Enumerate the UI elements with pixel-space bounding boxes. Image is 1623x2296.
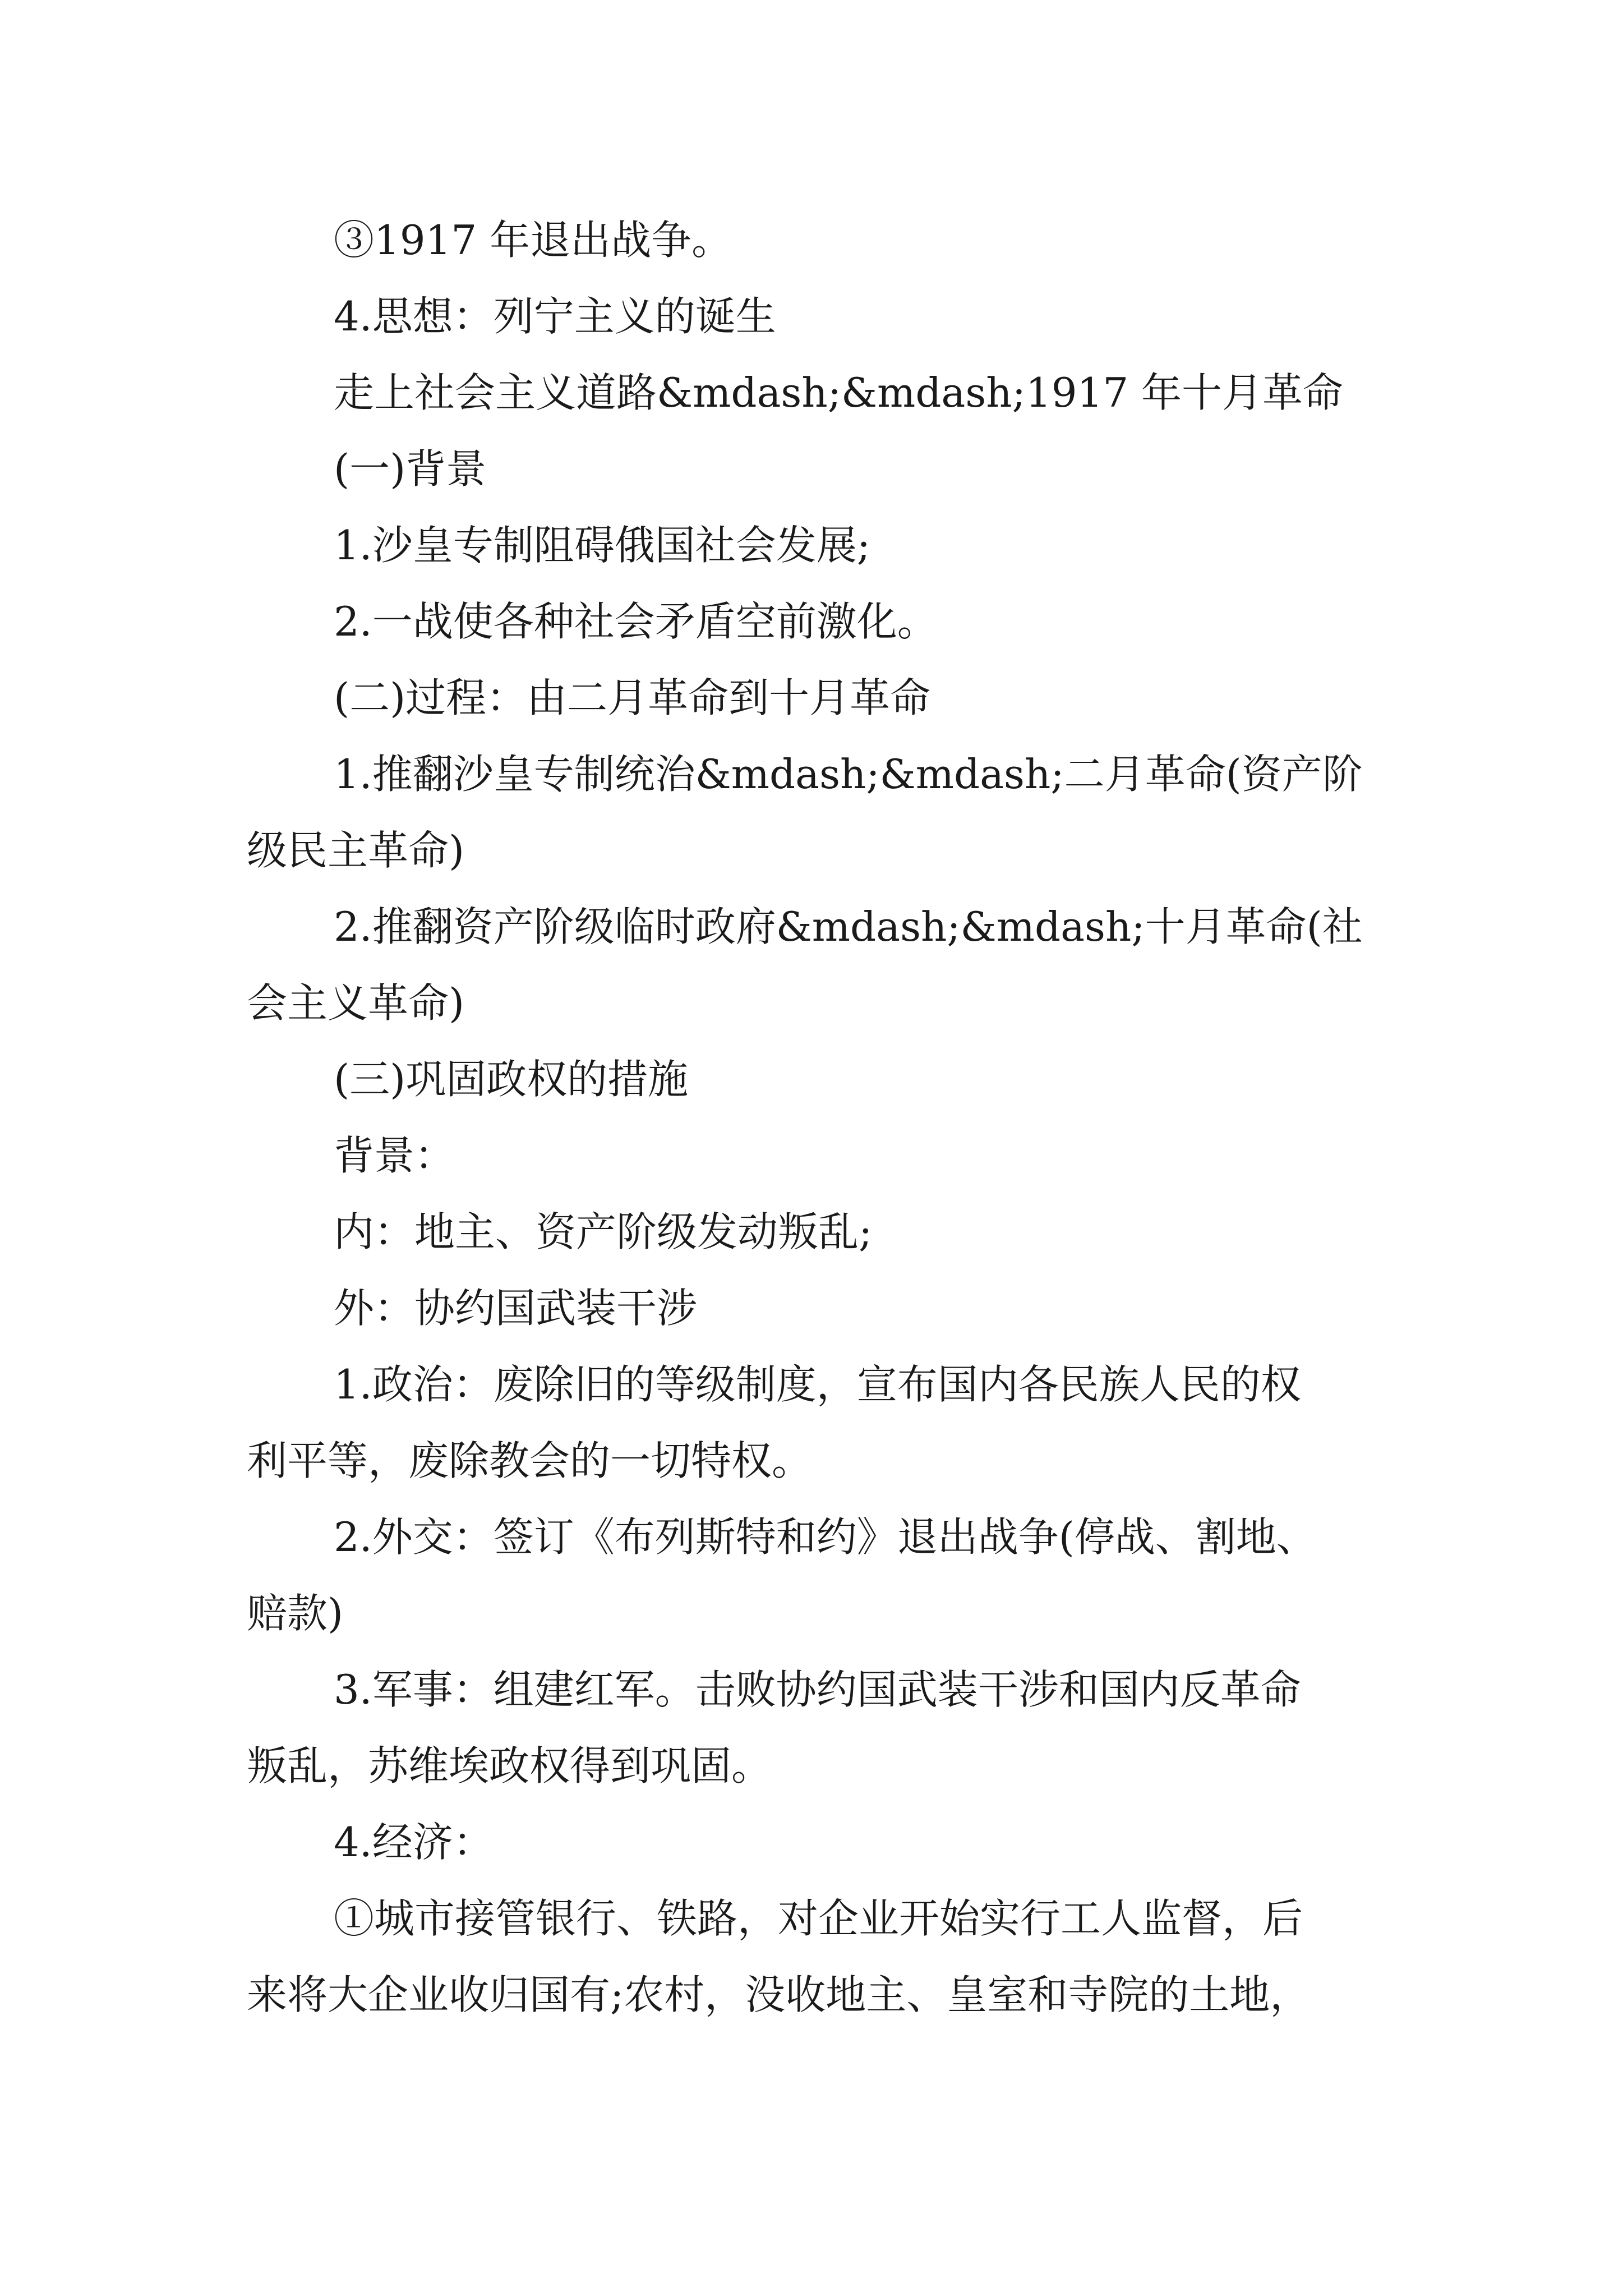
text-line: 外：协约国武装干涉 bbox=[334, 1285, 698, 1332]
text-line: 2.外交：签订《布列斯特和约》退出战争(停战、割地、 bbox=[334, 1513, 1317, 1561]
subsection-heading: (一)背景 bbox=[334, 445, 487, 493]
text-line-continued: 级民主革命) bbox=[247, 827, 465, 874]
text-line-continued: 叛乱，苏维埃政权得到巩固。 bbox=[247, 1742, 772, 1789]
text-line: 4.思想：列宁主义的诞生 bbox=[334, 293, 776, 340]
text-line-continued: 会主义革命) bbox=[247, 979, 465, 1027]
text-line: 背景： bbox=[334, 1132, 455, 1179]
subsection-heading: (二)过程：由二月革命到十月革命 bbox=[334, 674, 931, 721]
text-line: 2.一战使各种社会矛盾空前激化。 bbox=[334, 598, 938, 645]
text-line: 1.政治：废除旧的等级制度，宣布国内各民族人民的权 bbox=[334, 1361, 1301, 1408]
text-line: 4.经济： bbox=[334, 1819, 494, 1866]
text-line: 2.推翻资产阶级临时政府&mdash;&mdash;十月革命(社 bbox=[334, 903, 1363, 950]
section-heading: 走上社会主义道路&mdash;&mdash;1917 年十月革命 bbox=[334, 369, 1344, 416]
text-line: ①城市接管银行、铁路，对企业开始实行工人监督，后 bbox=[334, 1895, 1303, 1942]
text-line: 内：地主、资产阶级发动叛乱; bbox=[334, 1208, 873, 1255]
text-line-continued: 来将大企业收归国有;农村，没收地主、皇室和寺院的土地， bbox=[247, 1971, 1311, 2018]
text-line: 3.军事：组建红军。击败协约国武装干涉和国内反革命 bbox=[334, 1666, 1301, 1713]
text-line: 1.推翻沙皇专制统治&mdash;&mdash;二月革命(资产阶 bbox=[334, 751, 1363, 798]
subsection-heading: (三)巩固政权的措施 bbox=[334, 1056, 689, 1103]
text-line-continued: 赔款) bbox=[247, 1590, 344, 1637]
document-body bbox=[247, 202, 1368, 2033]
text-line: ③1917 年退出战争。 bbox=[334, 217, 732, 264]
text-line-continued: 利平等，废除教会的一切特权。 bbox=[247, 1437, 813, 1484]
text-line: 1.沙皇专制阻碍俄国社会发展; bbox=[334, 522, 870, 569]
